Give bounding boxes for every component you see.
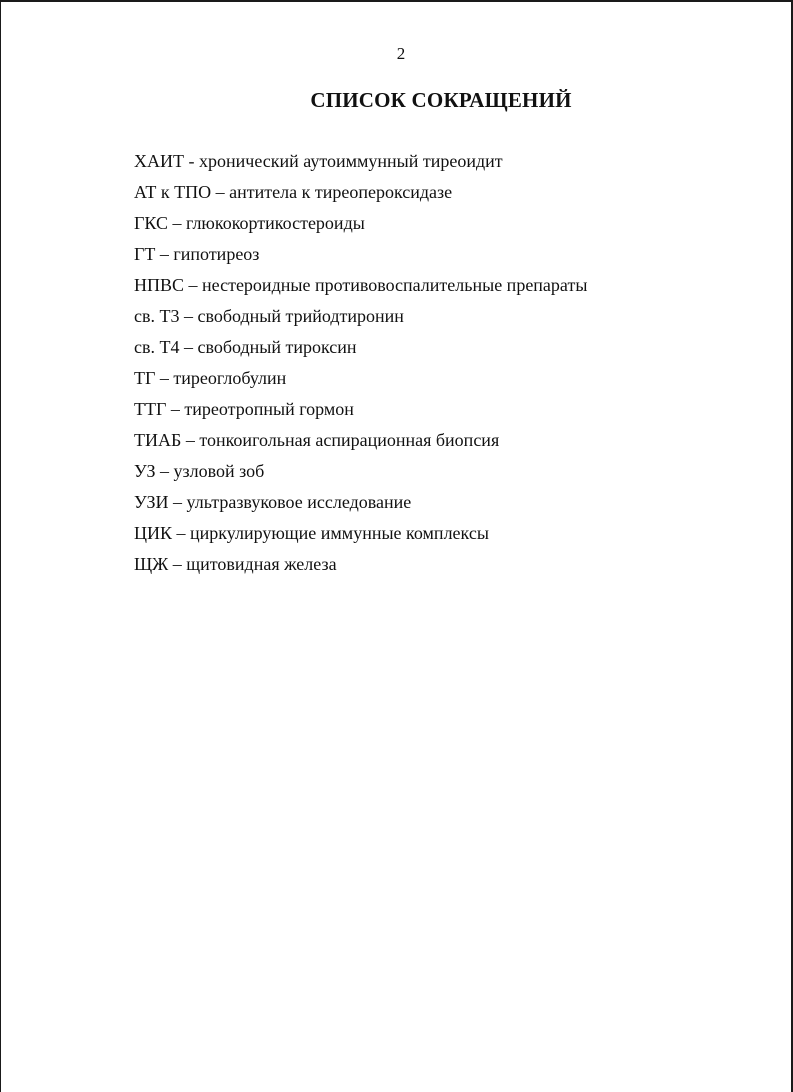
abbreviation: ЦИК [134, 523, 173, 543]
list-item [134, 489, 587, 520]
separator: – [176, 523, 186, 543]
definition: узловой зоб [173, 461, 265, 481]
separator: – [173, 492, 183, 512]
list-item [134, 210, 587, 241]
definition: глюкокортикостероиды [185, 213, 365, 233]
abbreviation: АТ к ТПО [134, 182, 212, 202]
abbreviation: св. Т4 [134, 337, 180, 357]
definition: циркулирующие иммунные комплексы [190, 523, 489, 543]
definition: тиреоглобулин [173, 368, 287, 388]
definition: тиреотропный гормон [184, 399, 354, 419]
list-item [134, 241, 587, 272]
list-item [134, 272, 587, 303]
abbreviation: св. Т3 [134, 306, 180, 326]
separator: – [185, 430, 195, 450]
page-number: 2 [396, 44, 406, 63]
list-item [134, 427, 587, 458]
abbreviation: УЗИ [134, 492, 169, 512]
abbreviation-list [134, 148, 587, 582]
definition: свободный трийодтиронин [197, 306, 404, 326]
definition: гипотиреоз [173, 244, 260, 264]
page-title: СПИСОК СОКРАЩЕНИЙ [310, 88, 572, 112]
abbreviation: УЗ [134, 461, 156, 481]
definition: тонкоигольная аспирационная биопсия [199, 430, 500, 450]
list-item [134, 396, 587, 427]
list-item [134, 303, 587, 334]
list-item [134, 458, 587, 489]
abbreviation: ЩЖ [134, 554, 169, 574]
list-item [134, 334, 587, 365]
definition: свободный тироксин [197, 337, 357, 357]
separator: – [172, 213, 182, 233]
list-item [134, 365, 587, 396]
separator: – [160, 461, 170, 481]
definition: антитела к тиреопероксидазе [229, 182, 453, 202]
separator: – [183, 337, 193, 357]
definition: нестероидные противовоспалительные препараты [202, 275, 588, 295]
definition: щитовидная железа [186, 554, 337, 574]
separator: – [172, 554, 182, 574]
separator: – [159, 368, 169, 388]
abbreviation: ТГ [134, 368, 156, 388]
abbreviation: ТИАБ [134, 430, 182, 450]
abbreviation: ГТ [134, 244, 156, 264]
separator: – [188, 275, 198, 295]
separator: - [188, 151, 195, 171]
list-item [134, 179, 587, 210]
separator: – [183, 306, 193, 326]
definition: ультразвуковое исследование [186, 492, 412, 512]
list-item [134, 148, 587, 179]
abbreviation: ХАИТ [134, 151, 184, 171]
abbreviation: ТТГ [134, 399, 167, 419]
abbreviation: ГКС [134, 213, 168, 233]
list-item [134, 551, 587, 582]
separator: – [159, 244, 169, 264]
list-item [134, 520, 587, 551]
definition: хронический аутоиммунный тиреоидит [199, 151, 503, 171]
separator: – [170, 399, 180, 419]
separator: – [215, 182, 225, 202]
abbreviation: НПВС [134, 275, 185, 295]
